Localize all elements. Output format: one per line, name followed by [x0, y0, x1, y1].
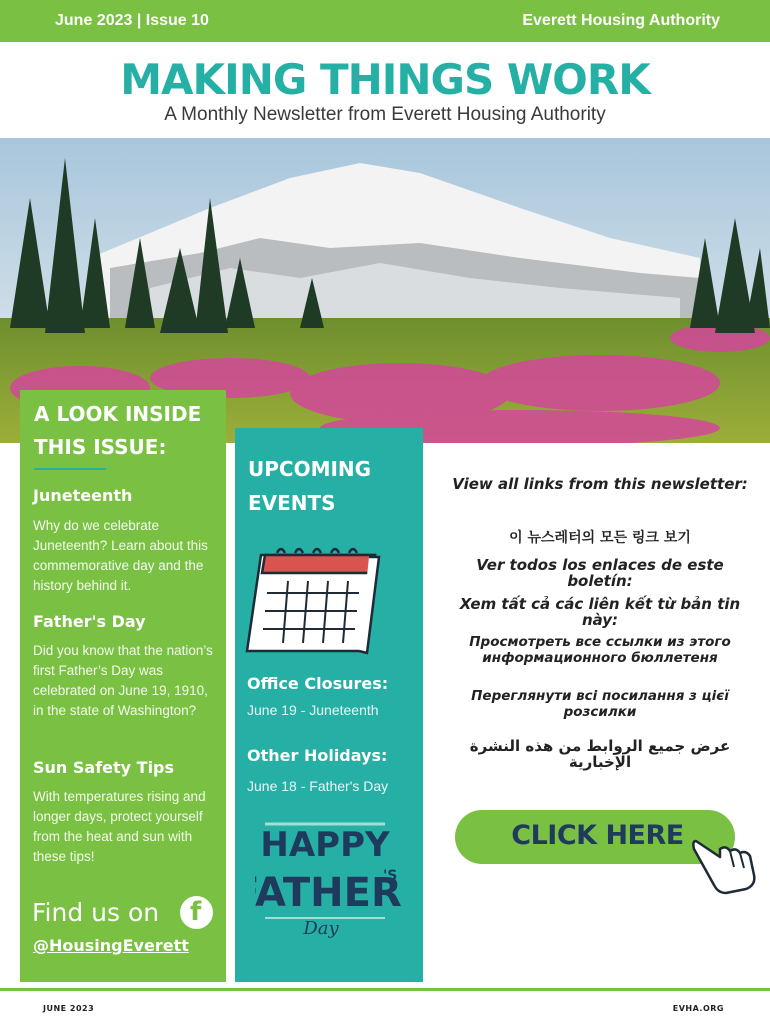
link-spanish[interactable]: Ver todos los enlaces de este boletín:	[476, 556, 724, 590]
section-text-juneteenth: Why do we celebrate Juneteenth? Learn about this commemorative day and the history behind it.	[33, 518, 208, 593]
link-arabic[interactable]: عرض جميع الروابط من هذه النشرة الإخبارية	[469, 737, 731, 771]
section-text-sun-safety: With temperatures rising and longer days, protect yourself from the heat and sun with these tips!	[33, 789, 206, 864]
hfd-suffix: 'S	[383, 868, 398, 884]
hfd-line3: Day	[303, 918, 339, 939]
calendar-icon	[243, 543, 383, 667]
issue-label: June 2023 | Issue 10	[55, 12, 209, 29]
facebook-handle-link[interactable]: @HousingEverett	[33, 936, 189, 955]
newsletter-subtitle: A Monthly Newsletter from Everett Housing Authority	[164, 104, 606, 125]
section-title-fathers-day: Father's Day	[33, 612, 146, 631]
other-holidays-item: June 18 - Father's Day	[247, 778, 389, 794]
hfd-line1: HAPPY	[260, 825, 390, 865]
link-korean[interactable]: 이 뉴스레터의 모든 링크 보기	[509, 530, 691, 546]
inside-issue-heading: A LOOK INSIDE THIS ISSUE:	[34, 402, 202, 459]
pointing-hand-icon	[690, 835, 762, 899]
link-ukrainian[interactable]: Переглянути всі посилання з цієї розсилки	[471, 688, 729, 720]
publisher-label: Everett Housing Authority	[522, 12, 720, 29]
link-russian[interactable]: Просмотреть все ссылки из этого информационного бюллетеня	[469, 634, 731, 666]
hfd-line2: ATHER	[255, 870, 402, 916]
newsletter-title: MAKING THINGS WORK	[120, 55, 650, 104]
footer-date: JUNE 2023	[43, 1004, 95, 1013]
events-heading: UPCOMING EVENTS	[248, 457, 372, 515]
section-title-sun-safety: Sun Safety Tips	[33, 758, 175, 777]
footer-rule	[0, 988, 770, 991]
click-here-label: CLICK HERE	[511, 820, 684, 851]
office-closures-item: June 19 - Juneteenth	[247, 702, 379, 718]
find-us-label: Find us on	[32, 898, 160, 927]
office-closures-title: Office Closures:	[247, 674, 389, 693]
happy-fathers-day-graphic	[255, 818, 405, 947]
section-text-fathers-day: Did you know that the nation’s first Father’s Day was celebrated on June 19, 1910, in the state of Washington?	[33, 643, 213, 718]
footer-website-link[interactable]: EVHA.ORG	[672, 1004, 724, 1013]
upcoming-events-panel	[235, 428, 423, 982]
link-vietnamese[interactable]: Xem tất cả các liên kết từ bản tin này:	[459, 595, 741, 629]
facebook-icon[interactable]: f	[180, 896, 213, 929]
link-english[interactable]: View all links from this newsletter:	[452, 475, 748, 493]
other-holidays-title: Other Holidays:	[247, 746, 388, 765]
top-banner	[0, 0, 770, 42]
inside-issue-panel	[20, 390, 226, 982]
section-title-juneteenth: Juneteenth	[33, 486, 133, 505]
divider	[34, 468, 106, 470]
